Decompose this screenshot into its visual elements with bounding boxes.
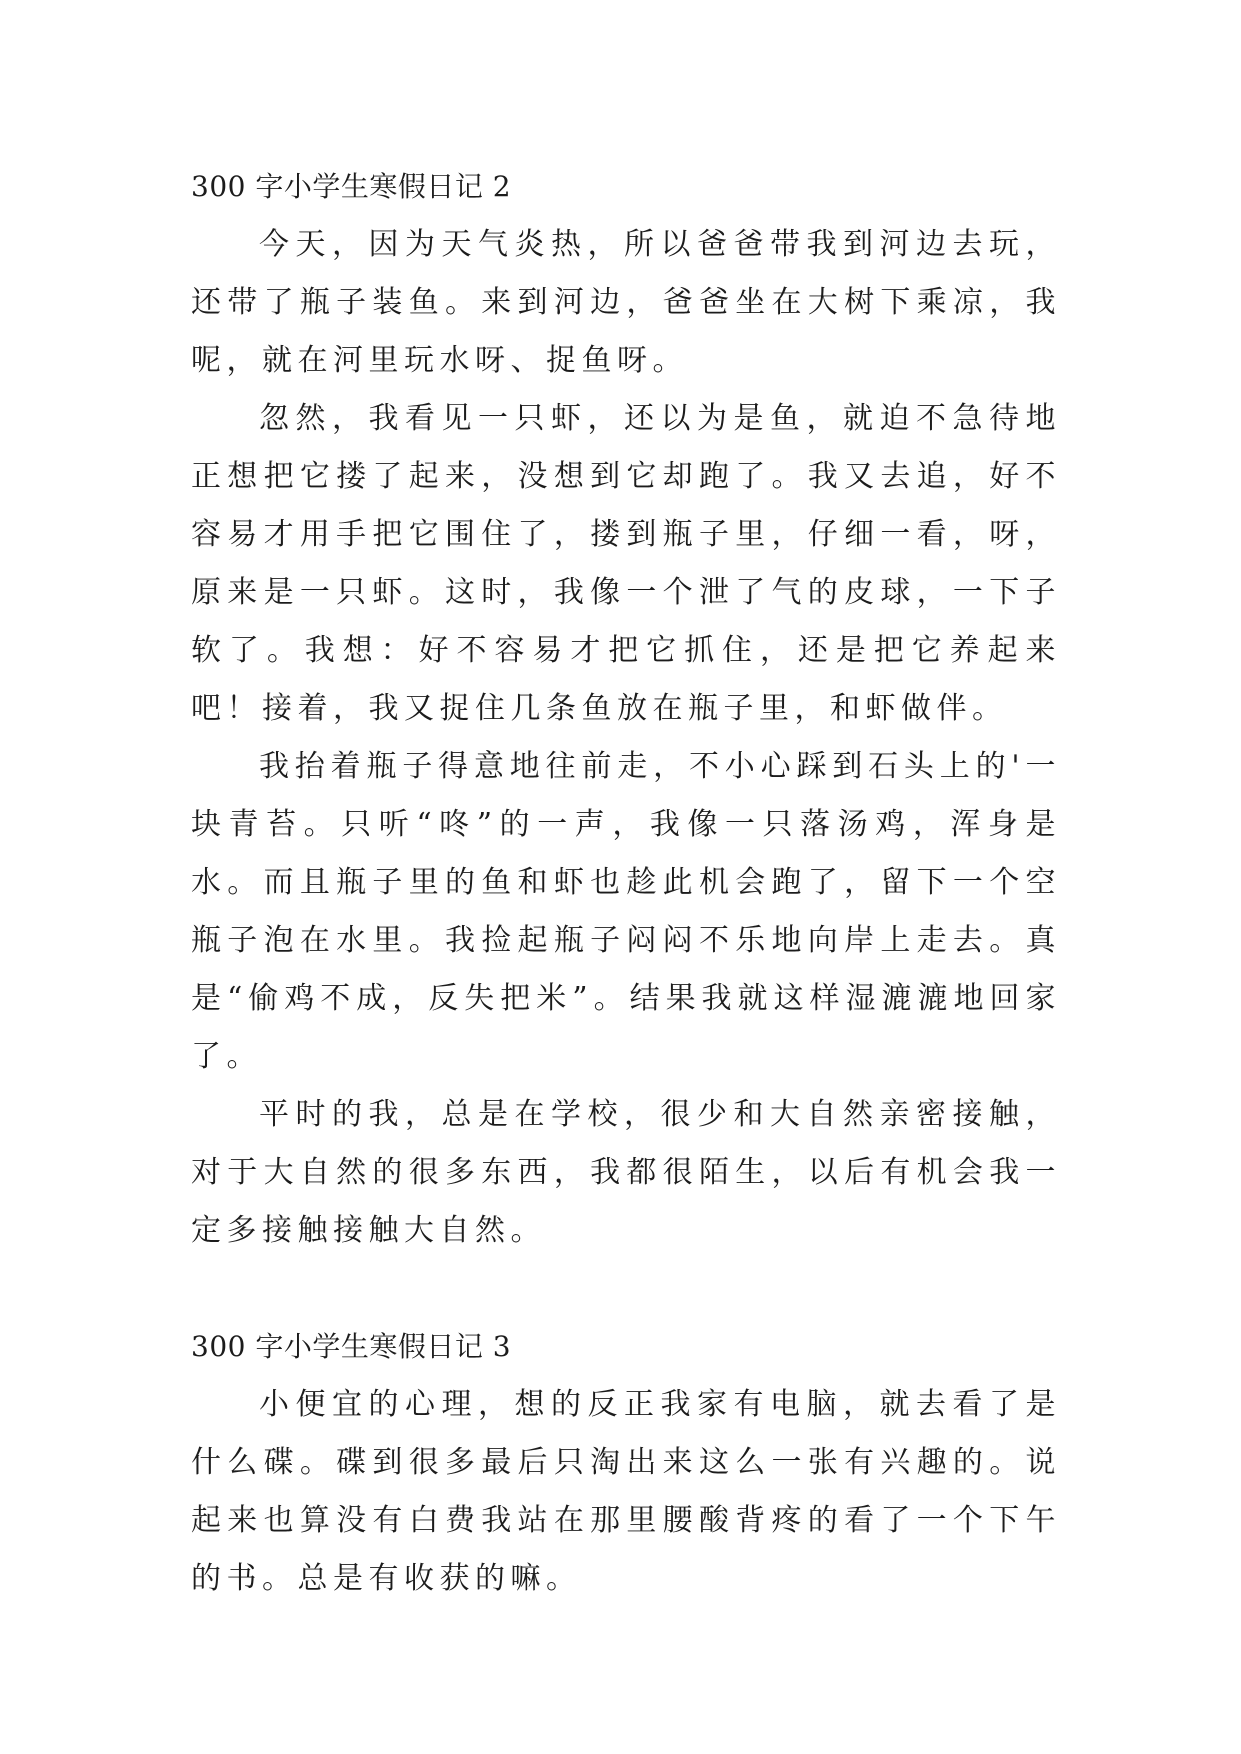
diary-entry-3	[191, 1318, 1061, 1608]
entry-title: 300 字小学生寒假日记 3	[191, 1330, 512, 1363]
entry-paragraph: 平时的我，总是在学校，很少和大自然亲密接触，对于大自然的很多东西，我都很陌生，以后有机会我一定多接触接触大自然。	[191, 1097, 1061, 1248]
document-body	[191, 158, 1061, 1608]
section-spacer	[191, 1260, 1061, 1318]
entry-paragraph: 我抬着瓶子得意地往前走，不小心踩到石头上的'一块青苔。只听“咚”的一声，我像一只落汤鸡，浑身是水。而且瓶子里的鱼和虾也趁此机会跑了，留下一个空瓶子泡在水里。我捡起瓶子闷闷不乐地向岸上走去。真是“偷鸡不成，反失把米”。结果我就这样湿漉漉地回家了。	[191, 749, 1061, 1074]
entry-paragraph: 今天，因为天气炎热，所以爸爸带我到河边去玩，还带了瓶子装鱼。来到河边，爸爸坐在大树下乘凉，我呢，就在河里玩水呀、捉鱼呀。	[191, 227, 1061, 378]
entry-paragraph: 小便宜的心理，想的反正我家有电脑，就去看了是什么碟。碟到很多最后只淘出来这么一张有兴趣的。说起来也算没有白费我站在那里腰酸背疼的看了一个下午的书。总是有收获的嘛。	[191, 1387, 1061, 1596]
diary-entry-2	[191, 158, 1061, 1260]
entry-title: 300 字小学生寒假日记 2	[191, 170, 512, 203]
entry-paragraph: 忽然，我看见一只虾，还以为是鱼，就迫不急待地正想把它搂了起来，没想到它却跑了。我又去追，好不容易才用手把它围住了，搂到瓶子里，仔细一看，呀，原来是一只虾。这时，我像一个泄了气的皮球，一下子软了。我想：好不容易才把它抓住，还是把它养起来吧！接着，我又捉住几条鱼放在瓶子里，和虾做伴。	[191, 401, 1061, 726]
